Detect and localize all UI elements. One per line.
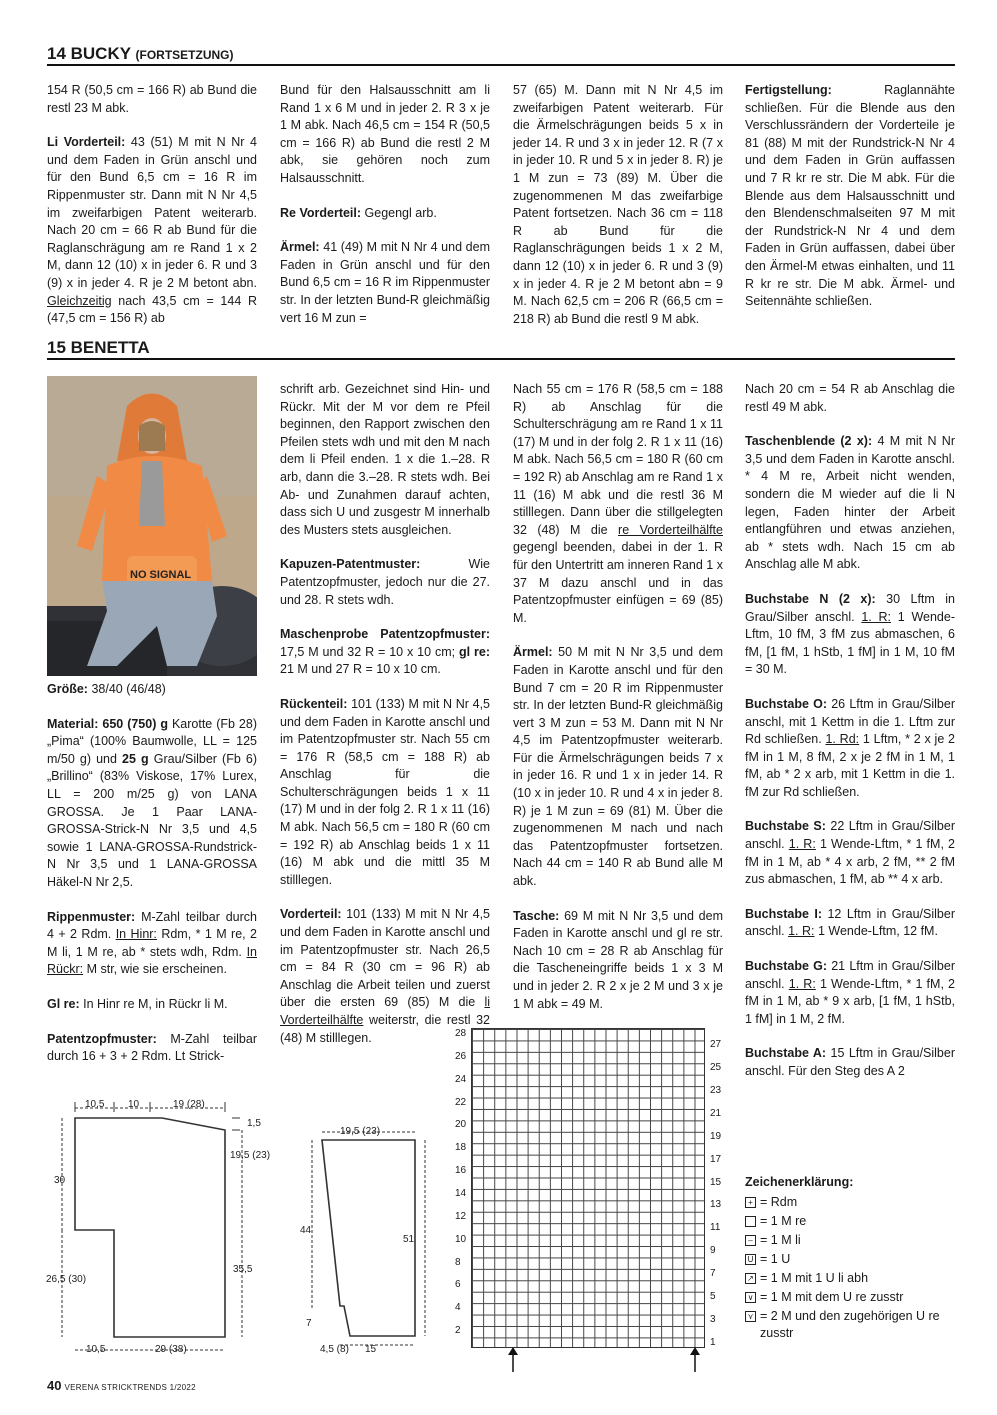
schem-label: 29 (38)	[155, 1344, 187, 1355]
legend-item-knit-together: ∨ = 1 M mit dem U re zusstr	[745, 1289, 955, 1306]
section-15-col-3	[513, 381, 723, 1013]
schem-label: 4,5 (8)	[320, 1344, 349, 1355]
chart-row-number: 7	[710, 1268, 716, 1280]
body-schematic	[40, 1092, 280, 1364]
chart-row-number: 26	[455, 1050, 467, 1062]
yarn-over-icon: U	[745, 1254, 756, 1265]
section-14-subtitle: (FORTSETZUNG)	[135, 48, 234, 62]
schem-label: 1,5	[247, 1118, 261, 1129]
chart-legend	[745, 1174, 955, 1344]
legend-item-purl: – = 1 M li	[745, 1232, 955, 1249]
section-14-header	[47, 44, 955, 66]
chart-row-number: 1	[710, 1336, 716, 1348]
schem-label: 7	[306, 1318, 312, 1329]
paragraph-buchstabe-o: Buchstabe O: 26 Lftm in Grau/Silber anschl, mit 1 Kettm in die 1. Lftm zur Rd schließen. 1. Rd: 1 Lftm, * 2 x je 2 fM in 1 M, 8 fM, 2 x je 2 fM in 1 M, 1 fM, ab * 2 x arb, mit 1 Kettm in die 1. fM zur Rd schließen.	[745, 696, 955, 799]
paragraph: schrift arb. Gezeichnet sind Hin- und Rückr. Mit der M vor dem re Pfeil beginnen, den Rapport zwischen den Pfeilen stets wdh und mit den M nach dem li Pfeil enden. 1 x die 1.–28. R arb, dann die 3.–28. R stets wdh. Bei Ab- und Zunahmen darauf achten, dass sich U und zusgestr M innerhalb des Musters stets ausgleichen.	[280, 382, 490, 537]
paragraph-vorderteil: Vorderteil: 101 (133) M mit N Nr 4,5 und dem Faden in Karotte anschl und im Patentzopfmuster str. Nach 26,5 cm = 84 R (30 cm = 96 R) ab Anschlag die Arbeit teilen und zuerst über die ersten 69 (85) M die li Vorderteilhälfte weiterstr, die restl 32 (48) M stilllegen.	[280, 907, 490, 1045]
paragraph-aermel: Ärmel: 41 (49) M mit N Nr 4 und dem Faden in Grün anschl und für den Bund 6,5 cm = 16 R im Rippenmuster str. In der letzten Bund-R gleichmäßig vert 16 M zun =	[280, 240, 490, 325]
chart-row-number: 19	[710, 1130, 722, 1142]
paragraph-buchstabe-g: Buchstabe G: 21 Lftm in Grau/Silber anschl. 1. R: 1 Wende-Lftm, * 1 fM, 2 fM in 1 M, ab * 9 x arb, [1 fM, 1 hStb, 1 fM] in 1 M, 2 fM.	[745, 959, 955, 1026]
knitting-chart	[455, 1024, 725, 1374]
chart-row-number: 21	[710, 1108, 722, 1119]
paragraph-buchstabe-s: Buchstabe S: 22 Lftm in Grau/Silber anschl. 1. R: 1 Wende-Lftm, * 1 fM, 2 fM in 1 M, ab * 4 x arb, 2 fM, ** 2 fM zus abmaschen, 1 fM, ab ** 4 x arb.	[745, 819, 955, 887]
legend-item-knit: = 1 M re	[745, 1213, 955, 1230]
paragraph-aermel: Ärmel: 50 M mit N Nr 3,5 und dem Faden in Karotte anschl und für den Bund 7 cm = 20 R im Rippenmuster str. In der letzten Bund-R gleichmäßig vert 3 M zun = 53 M. Dann mit N Nr 4,5 im Patentzopfmuster weiterarb. Für die Ärmelschrägungen beids 7 x in jeder 16. R und 1 x in jeder 14. R (10 x in jeder 10. R und 4 x in jeder 8. R) je 1 M zun = 69 (81) M. Über die zugenommenen M nach und nach das Patentzopfmuster fortsetzen. Nach 44 cm = 140 R ab Bund alle M abk.	[513, 645, 723, 889]
page-number: 40	[47, 1378, 62, 1393]
chart-row-number: 15	[710, 1176, 722, 1188]
page-footer	[47, 1377, 196, 1397]
paragraph: Nach 20 cm = 54 R ab Anschlag die restl 49 M abk.	[745, 382, 955, 414]
legend-item-rdm: + = Rdm	[745, 1194, 955, 1211]
schem-label: 10	[128, 1099, 140, 1110]
chart-row-number: 13	[710, 1199, 722, 1211]
chart-row-number: 28	[455, 1028, 467, 1039]
schem-label: 10,5	[86, 1344, 106, 1355]
chart-row-number: 9	[710, 1245, 716, 1257]
paragraph-rippenmuster: Rippenmuster: M-Zahl teilbar durch 4 + 2 Rdm. In Hinr: Rdm, * 1 M re, 2 M li, 1 M re, ab * stets wdh, Rdm. In Rückr: M str, wie sie erscheinen.	[47, 909, 257, 977]
paragraph-patentzopfmuster: Patentzopfmuster: M-Zahl teilbar durch 16 + 3 + 2 Rdm. Lt Strick-	[47, 1031, 257, 1064]
section-14-col-4	[745, 82, 955, 311]
section-15-col-2	[280, 381, 490, 1047]
section-14-col-1	[47, 82, 257, 328]
chart-row-number: 24	[455, 1073, 467, 1085]
chart-grid	[471, 1028, 705, 1348]
chart-row-number: 6	[455, 1279, 461, 1291]
chart-row-number: 16	[455, 1165, 467, 1177]
chart-row-number: 3	[710, 1313, 716, 1325]
chart-row-number: 2	[455, 1325, 461, 1337]
paragraph-groesse: Größe: 38/40 (46/48)	[47, 682, 166, 696]
chart-row-number: 27	[710, 1039, 722, 1051]
schem-label: 26,5 (30)	[46, 1274, 87, 1285]
chart-row-number: 12	[455, 1210, 467, 1222]
two-together-icon: ⋎	[745, 1311, 756, 1322]
legend-item-slip: ↗ = 1 M mit 1 U li abh	[745, 1270, 955, 1287]
schem-label: 19,5 (23)	[340, 1126, 381, 1137]
paragraph: 57 (65) M. Dann mit N Nr 4,5 im zweifarbigen Patent weiterarb. Für die Ärmelschrägungen beids 5 x in jeder 14. R und 3 x in jeder 12. R (7 x in jeder 10. R und 5 x in jeder 8. R) je 1 M zun = 73 (89) M. Über die zugenommenen M das zweifarbige Patent fortsetzen. Nach 36 cm = 118 R ab Bund für die Raglanschrägungen beids 1 x 2 M, dann 12 (10) x in jeder 6. R und 3 (9) x in jeder 4. R je 2 M betont abn = 9 M. Nach 62,5 cm = 206 R (66,5 cm = 218 R) ab Bund die restl 9 M abk.	[513, 83, 723, 326]
edge-stitch-icon: +	[745, 1197, 756, 1208]
magazine-name: VERENA STRICKTRENDS 1/2022	[64, 1383, 196, 1392]
section-15-title: 15 BENETTA	[47, 338, 150, 357]
slip-stitch-icon: ↗	[745, 1273, 756, 1284]
section-14-title: 14 BUCKY	[47, 44, 131, 63]
paragraph: Bund für den Halsausschnitt am li Rand 1 x 6 M und in jeder 2. R 3 x je 1 M abk. Nach 46,5 cm = 154 R (50,5 cm = 166 R) ab Bund die restl 2 M abk, sie gehören noch zum Halsausschnitt.	[280, 83, 490, 185]
paragraph: Nach 55 cm = 176 R (58,5 cm = 188 R) ab Anschlag für die Schulterschrägung am re Rand 1 x 11 (17) M und in der folg 2. R 1 x 11 (16) M abk. Nach 56,5 cm = 180 R (60 cm = 192 R) ab Anschlag am re Rand 1 x 11 (16) M abk und die restl 36 M stilllegen. Dann über die stillgelegten 32 (48) M die re Vorderteilhälfte gegengl beenden, dabei in der 1. R für den Untertritt am inneren Rand 1 x 37 M dazu anschl und in das Patentzopfmuster einfügen = 69 (85) M.	[513, 382, 723, 625]
legend-item-yarnover: U = 1 U	[745, 1251, 955, 1268]
chart-row-number: 20	[455, 1119, 467, 1131]
paragraph-buchstabe-i: Buchstabe I: 12 Lftm in Grau/Silber anschl. 1. R: 1 Wende-Lftm, 12 fM.	[745, 906, 955, 939]
paragraph-maschenprobe: Maschenprobe Patentzopfmuster: 17,5 M und 32 R = 10 x 10 cm; gl re: 21 M und 27 R = 10 x 10 cm.	[280, 627, 491, 677]
paragraph-kapuzen: Kapuzen-Patentmuster: Wie Patentzopfmuster, jedoch nur die 27. und 28. R stets wdh.	[280, 557, 490, 607]
knit-together-icon: ∨	[745, 1292, 756, 1303]
chart-row-number: 22	[455, 1096, 467, 1108]
schem-label: 19,5 (23)	[230, 1150, 271, 1161]
legend-title: Zeichenerklärung:	[745, 1175, 854, 1189]
schem-label: 35,5	[233, 1264, 253, 1275]
sleeve-schematic	[290, 1120, 440, 1370]
knit-stitch-icon	[745, 1216, 756, 1227]
paragraph-material: Material: 650 (750) g Karotte (Fb 28) „Pima“ (100% Baumwolle, LL = 125 m/50 g) und 25 g Grau/Silber (Fb 6) „Brillino“ (83% Viskose, 17% Lurex, LL = 200 m/25 g) von LANA GROSSA. Je 1 Paar LANA-GROSSA-Strick-N Nr 3,5 und 4,5 sowie 1 LANA-GROSSA-Rundstrick-N Nr 3,5 und 1 LANA-GROSSA Häkel-N Nr 2,5.	[47, 716, 257, 889]
photo-print: NO SIGNAL	[130, 569, 192, 581]
schem-label: 10,5	[85, 1099, 105, 1110]
chart-row-number: 14	[455, 1188, 467, 1200]
model-photo-illustration	[47, 376, 257, 676]
schem-label: 30	[54, 1175, 66, 1186]
section-15-col-4	[745, 381, 955, 1081]
section-15-col-1	[47, 681, 257, 1066]
model-photo	[47, 376, 257, 676]
chart-row-number: 25	[710, 1062, 722, 1074]
paragraph: 154 R (50,5 cm = 166 R) ab Bund die restl 23 M abk.	[47, 83, 257, 115]
schem-label: 44	[300, 1225, 312, 1236]
schem-label: 51	[403, 1234, 415, 1245]
chart-row-number: 17	[710, 1153, 722, 1165]
chart-row-number: 8	[455, 1256, 461, 1268]
repeat-arrow-right-icon	[687, 1346, 703, 1374]
chart-row-number: 18	[455, 1142, 467, 1154]
paragraph-li-vorderteil: Li Vorderteil: 43 (51) M mit N Nr 4 und dem Faden in Grün anschl und für den Bund 6,5 cm = 16 R im Rippenmuster str. Dann mit N Nr 4,5 im zweifarbigen Patent weiterarb. Nach 20 cm = 66 R ab Bund für die Raglanschrägung am re Rand 1 x 2 M, dann 12 (10) x in jeder 6. R und 3 (9) x in jeder 4. R je 2 M betont abn. Gleichzeitig nach 43,5 cm = 144 R (47,5 cm = 156 R) ab	[47, 135, 257, 326]
chart-row-number: 4	[455, 1302, 461, 1314]
schem-label: 15	[365, 1344, 377, 1355]
chart-row-number: 5	[710, 1290, 716, 1302]
repeat-arrow-left-icon	[505, 1346, 521, 1374]
purl-stitch-icon: –	[745, 1235, 756, 1246]
chart-row-number: 23	[710, 1085, 722, 1097]
section-14-col-2	[280, 82, 490, 327]
schem-label: 19 (28)	[173, 1099, 205, 1110]
paragraph-buchstabe-n: Buchstabe N (2 x): 30 Lftm in Grau/Silber anschl. 1. R: 1 Wende-Lftm, 10 fM, 3 fM zus abmaschen, 6 fM, [1 fM, 1 hStb, 1 fM] in 1 M, 10 fM = 30 M.	[745, 591, 955, 677]
paragraph-tasche: Tasche: 69 M mit N Nr 3,5 und dem Faden in Karotte anschl und gl re str. Nach 10 cm = 28 R ab Anschlag für die Tascheneingriffe beids 1 x 3 M und in jeder 2. R 2 x je 2 M und 3 x je 1 M abk = 49 M.	[513, 908, 723, 1011]
legend-item-two-together: ⋎ = 2 M und den zugehörigen U re zusstr	[745, 1308, 955, 1342]
paragraph-fertigstellung: Fertigstellung: Raglannähte schließen. Für die Blende aus den Verschlussrändern der Vorderteile je 81 (88) M mit der Rundstrick-N Nr 4 und dem Faden in Grün auffassen und 7 R kr re str. Die M abk. Für die Blende aus dem Halsausschnitt und den Blendenschmalseiten 97 M mit der Rundstrick-N Nr 4 und dem Faden in Grün auffassen, dabei über den Ärmel-M etwas einhalten, und 11 R kr re str. Die M abk. Ärmel- und Seitennähte schließen.	[745, 83, 955, 309]
section-15-header	[47, 338, 955, 360]
paragraph-gl-re: Gl re: In Hinr re M, in Rückr li M.	[47, 996, 228, 1011]
paragraph-buchstabe-a: Buchstabe A: 15 Lftm in Grau/Silber anschl. Für den Steg des A 2	[745, 1046, 955, 1078]
paragraph-re-vorderteil: Re Vorderteil: Gegengl arb.	[280, 205, 437, 220]
paragraph-rueckenteil: Rückenteil: 101 (133) M mit N Nr 4,5 und dem Faden in Karotte anschl und im Patentzopfmuster str. Nach 55 cm = 176 R (58,5 cm = 188 R) ab Anschlag für die Schulterschrägungen beids 1 x 11 (17) M und in der folg 2. R 1 x 11 (16) M abk. Nach 56,5 cm = 180 R (60 cm = 192 R) ab Anschlag beids 1 x 11 (16) M abk und die mittl 35 M stilllegen.	[280, 696, 490, 887]
chart-row-number: 11	[710, 1222, 721, 1234]
paragraph-taschenblende: Taschenblende (2 x): 4 M mit N Nr 3,5 und dem Faden in Karotte anschl. * 4 M re, Arbeit nicht wenden, sondern die M wieder auf die li N legen, Faden hinter der Arbeit entlangführen und etwas anziehen, ab * stets wdh. Nach 15 cm ab Anschlag alle M abk.	[745, 434, 955, 572]
chart-row-number: 10	[455, 1233, 467, 1245]
section-14-col-3	[513, 82, 723, 328]
